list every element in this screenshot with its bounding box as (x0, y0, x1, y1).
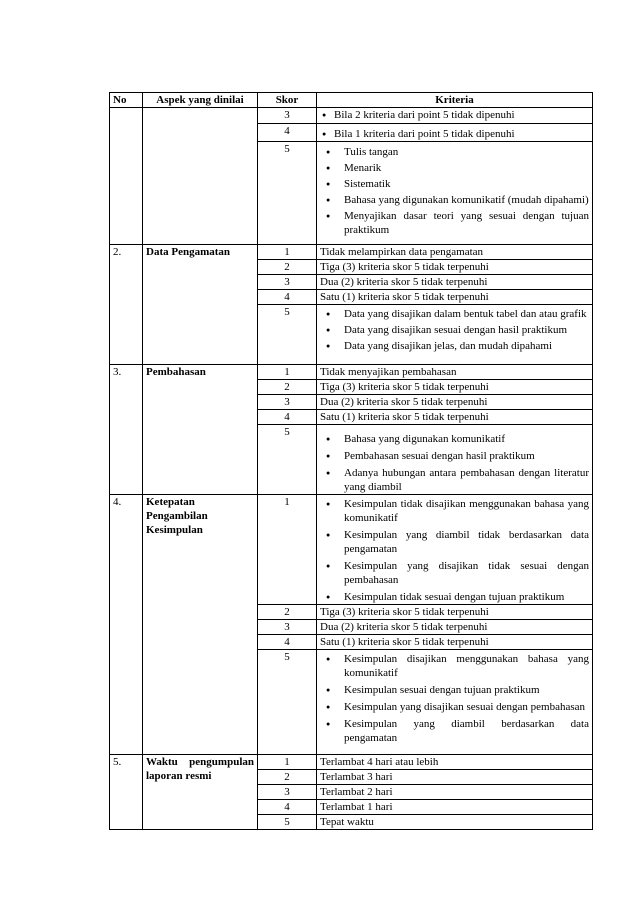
no-cell (110, 108, 143, 245)
table-row (110, 495, 593, 605)
no-cell: 3. (110, 365, 143, 495)
list-item: ● Kesimpulan sesuai dengan tujuan praktikum (320, 683, 589, 697)
header-skor: Skor (258, 93, 317, 108)
list-item: ● Kesimpulan yang disajikan tidak sesuai dengan pembahasan (320, 559, 589, 587)
aspek-line: Waktu pengumpulan (146, 756, 254, 768)
list-item: ● Bila 2 kriteria dari point 5 tidak dipenuhi (320, 108, 589, 122)
aspek-cell (143, 495, 258, 755)
skor-cell: 5 (258, 815, 317, 830)
skor-cell: 5 (258, 142, 317, 245)
kriteria-cell (317, 124, 593, 142)
no-cell: 4. (110, 495, 143, 755)
kriteria-cell: Terlambat 3 hari (317, 770, 593, 785)
kriteria-cell: Dua (2) kriteria skor 5 tidak terpenuhi (317, 275, 593, 290)
aspek-line: Kesimpulan (146, 524, 203, 536)
kriteria-cell: Terlambat 2 hari (317, 785, 593, 800)
list-item: ● Menarik (320, 161, 589, 175)
skor-cell: 3 (258, 395, 317, 410)
kriteria-cell: Satu (1) kriteria skor 5 tidak terpenuhi (317, 410, 593, 425)
kriteria-cell (317, 142, 593, 245)
skor-cell: 1 (258, 365, 317, 380)
skor-cell: 4 (258, 800, 317, 815)
list-item: ● Kesimpulan yang disajikan sesuai dengan pembahasan (320, 700, 589, 714)
aspek-line: Pengambilan (146, 510, 208, 522)
list-item: ● Kesimpulan yang diambil berdasarkan data pengamatan (320, 717, 589, 745)
table-row (110, 108, 593, 124)
skor-cell: 4 (258, 635, 317, 650)
list-item: ● Data yang disajikan dalam bentuk tabel dan atau grafik (320, 307, 589, 321)
list-item: ● Data yang disajikan sesuai dengan hasil praktikum (320, 323, 589, 337)
table-row (110, 755, 593, 770)
skor-cell: 2 (258, 380, 317, 395)
skor-cell: 4 (258, 290, 317, 305)
aspek-cell (143, 755, 258, 830)
kriteria-cell: Tiga (3) kriteria skor 5 tidak terpenuhi (317, 380, 593, 395)
skor-cell: 4 (258, 124, 317, 142)
kriteria-cell (317, 650, 593, 755)
header-no: No (110, 93, 143, 108)
list-item: ● Tulis tangan (320, 145, 589, 159)
table-row (110, 365, 593, 380)
list-item: ● Bila 1 kriteria dari point 5 tidak dipenuhi (320, 127, 589, 141)
skor-cell: 3 (258, 275, 317, 290)
skor-cell: 1 (258, 245, 317, 260)
kriteria-cell (317, 108, 593, 124)
list-item: ● Kesimpulan tidak sesuai dengan tujuan praktikum (320, 590, 589, 604)
aspek-line: laporan resmi (146, 770, 212, 782)
kriteria-cell: Tiga (3) kriteria skor 5 tidak terpenuhi (317, 260, 593, 275)
list-item: ● Sistematik (320, 177, 589, 191)
list-item: ● Menyajikan dasar teori yang sesuai dengan tujuan praktikum (320, 209, 589, 237)
skor-cell: 4 (258, 410, 317, 425)
kriteria-cell: Terlambat 1 hari (317, 800, 593, 815)
kriteria-cell: Satu (1) kriteria skor 5 tidak terpenuhi (317, 290, 593, 305)
header-aspek: Aspek yang dinilai (143, 93, 258, 108)
table-header-row (110, 93, 593, 108)
aspek-cell: Pembahasan (143, 365, 258, 495)
table-row (110, 245, 593, 260)
kriteria-cell: Tidak melampirkan data pengamatan (317, 245, 593, 260)
skor-cell: 1 (258, 755, 317, 770)
aspek-line: Ketepatan (146, 496, 195, 508)
no-cell: 2. (110, 245, 143, 365)
no-cell: 5. (110, 755, 143, 830)
list-item: ● Bahasa yang digunakan komunikatif (mudah dipahami) (320, 193, 589, 207)
list-item: ● Adanya hubungan antara pembahasan dengan literatur yang diambil (320, 466, 589, 494)
skor-cell: 5 (258, 650, 317, 755)
skor-cell: 2 (258, 605, 317, 620)
skor-cell: 2 (258, 770, 317, 785)
kriteria-cell: Tidak menyajikan pembahasan (317, 365, 593, 380)
kriteria-cell: Dua (2) kriteria skor 5 tidak terpenuhi (317, 620, 593, 635)
aspek-cell: Data Pengamatan (143, 245, 258, 365)
kriteria-cell (317, 425, 593, 495)
skor-cell: 3 (258, 785, 317, 800)
kriteria-cell: Tiga (3) kriteria skor 5 tidak terpenuhi (317, 605, 593, 620)
aspek-cell (143, 108, 258, 245)
skor-cell: 5 (258, 425, 317, 495)
skor-cell: 3 (258, 108, 317, 124)
skor-cell: 5 (258, 305, 317, 365)
list-item: ● Kesimpulan tidak disajikan menggunakan bahasa yang komunikatif (320, 497, 589, 525)
list-item: ● Kesimpulan disajikan menggunakan bahasa yang komunikatif (320, 652, 589, 680)
list-item: ● Bahasa yang digunakan komunikatif (320, 432, 589, 446)
header-kriteria: Kriteria (317, 93, 593, 108)
list-item: ● Data yang disajikan jelas, dan mudah dipahami (320, 339, 589, 353)
kriteria-cell: Satu (1) kriteria skor 5 tidak terpenuhi (317, 635, 593, 650)
kriteria-cell: Dua (2) kriteria skor 5 tidak terpenuhi (317, 395, 593, 410)
kriteria-cell (317, 495, 593, 605)
kriteria-cell (317, 305, 593, 365)
skor-cell: 1 (258, 495, 317, 605)
kriteria-cell: Tepat waktu (317, 815, 593, 830)
list-item: ● Kesimpulan yang diambil tidak berdasarkan data pengamatan (320, 528, 589, 556)
kriteria-cell: Terlambat 4 hari atau lebih (317, 755, 593, 770)
skor-cell: 2 (258, 260, 317, 275)
rubric-table (109, 92, 593, 830)
list-item: ● Pembahasan sesuai dengan hasil praktikum (320, 449, 589, 463)
skor-cell: 3 (258, 620, 317, 635)
